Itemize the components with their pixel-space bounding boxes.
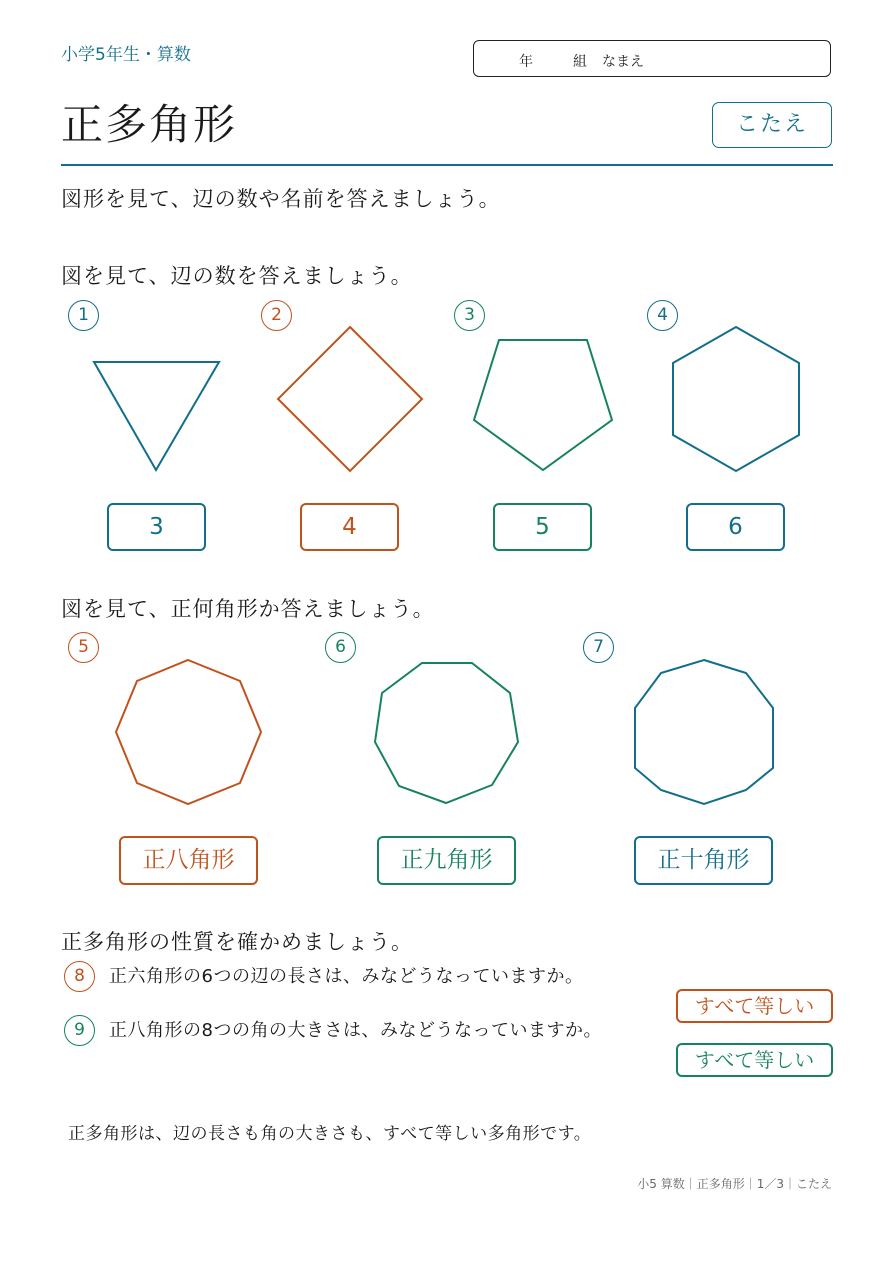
grade-label: 小学5年生・算数	[61, 45, 191, 65]
answer-badge: こたえ	[712, 102, 832, 148]
section1-heading: 図を見て、辺の数を答えましょう。	[61, 264, 413, 288]
section2-heading: 図を見て、正何角形か答えましょう。	[61, 597, 435, 621]
pentagon-figure	[474, 340, 612, 470]
question-number-7: 7	[583, 632, 614, 663]
year-label: 年	[519, 54, 533, 70]
question-number-5: 5	[68, 632, 99, 663]
answer-box-9: すべて等しい	[676, 1043, 833, 1077]
page-footer: 小5 算数｜正多角形｜1／3｜こたえ	[637, 1177, 832, 1191]
answer-box-2: 4	[300, 503, 399, 551]
question-number-2: 2	[261, 300, 292, 331]
question-number-6: 6	[325, 632, 356, 663]
question-number-8: 8	[64, 961, 95, 992]
answer-box-8: すべて等しい	[676, 989, 833, 1023]
page-title: 正多角形	[61, 100, 238, 149]
name-label: なまえ	[602, 54, 644, 70]
answer-box-1: 3	[107, 503, 206, 551]
instruction-text: 図形を見て、辺の数や名前を答えましょう。	[61, 187, 501, 211]
square-figure	[278, 327, 422, 471]
question-number-1: 1	[68, 300, 99, 331]
answer-box-4: 6	[686, 503, 785, 551]
answer-box-6: 正九角形	[377, 836, 516, 885]
triangle-figure	[94, 362, 219, 470]
octagon-figure	[116, 660, 261, 804]
question-9-text: 正八角形の8つの角の大きさは、みなどうなっていますか。	[109, 1020, 602, 1041]
question-number-9: 9	[64, 1015, 95, 1046]
summary-text: 正多角形は、辺の長さも角の大きさも、すべて等しい多角形です。	[68, 1124, 592, 1144]
nonagon-figure	[375, 663, 518, 803]
question-number-4: 4	[647, 300, 678, 331]
question-8-text: 正六角形の6つの辺の長さは、みなどうなっていますか。	[109, 966, 584, 987]
decagon-figure	[635, 660, 773, 804]
hexagon-figure	[673, 327, 799, 471]
answer-box-5: 正八角形	[119, 836, 258, 885]
section3-heading: 正多角形の性質を確かめましょう。	[61, 930, 413, 954]
answer-box-3: 5	[493, 503, 592, 551]
question-number-3: 3	[454, 300, 485, 331]
class-label: 組	[573, 54, 587, 70]
answer-box-7: 正十角形	[634, 836, 773, 885]
